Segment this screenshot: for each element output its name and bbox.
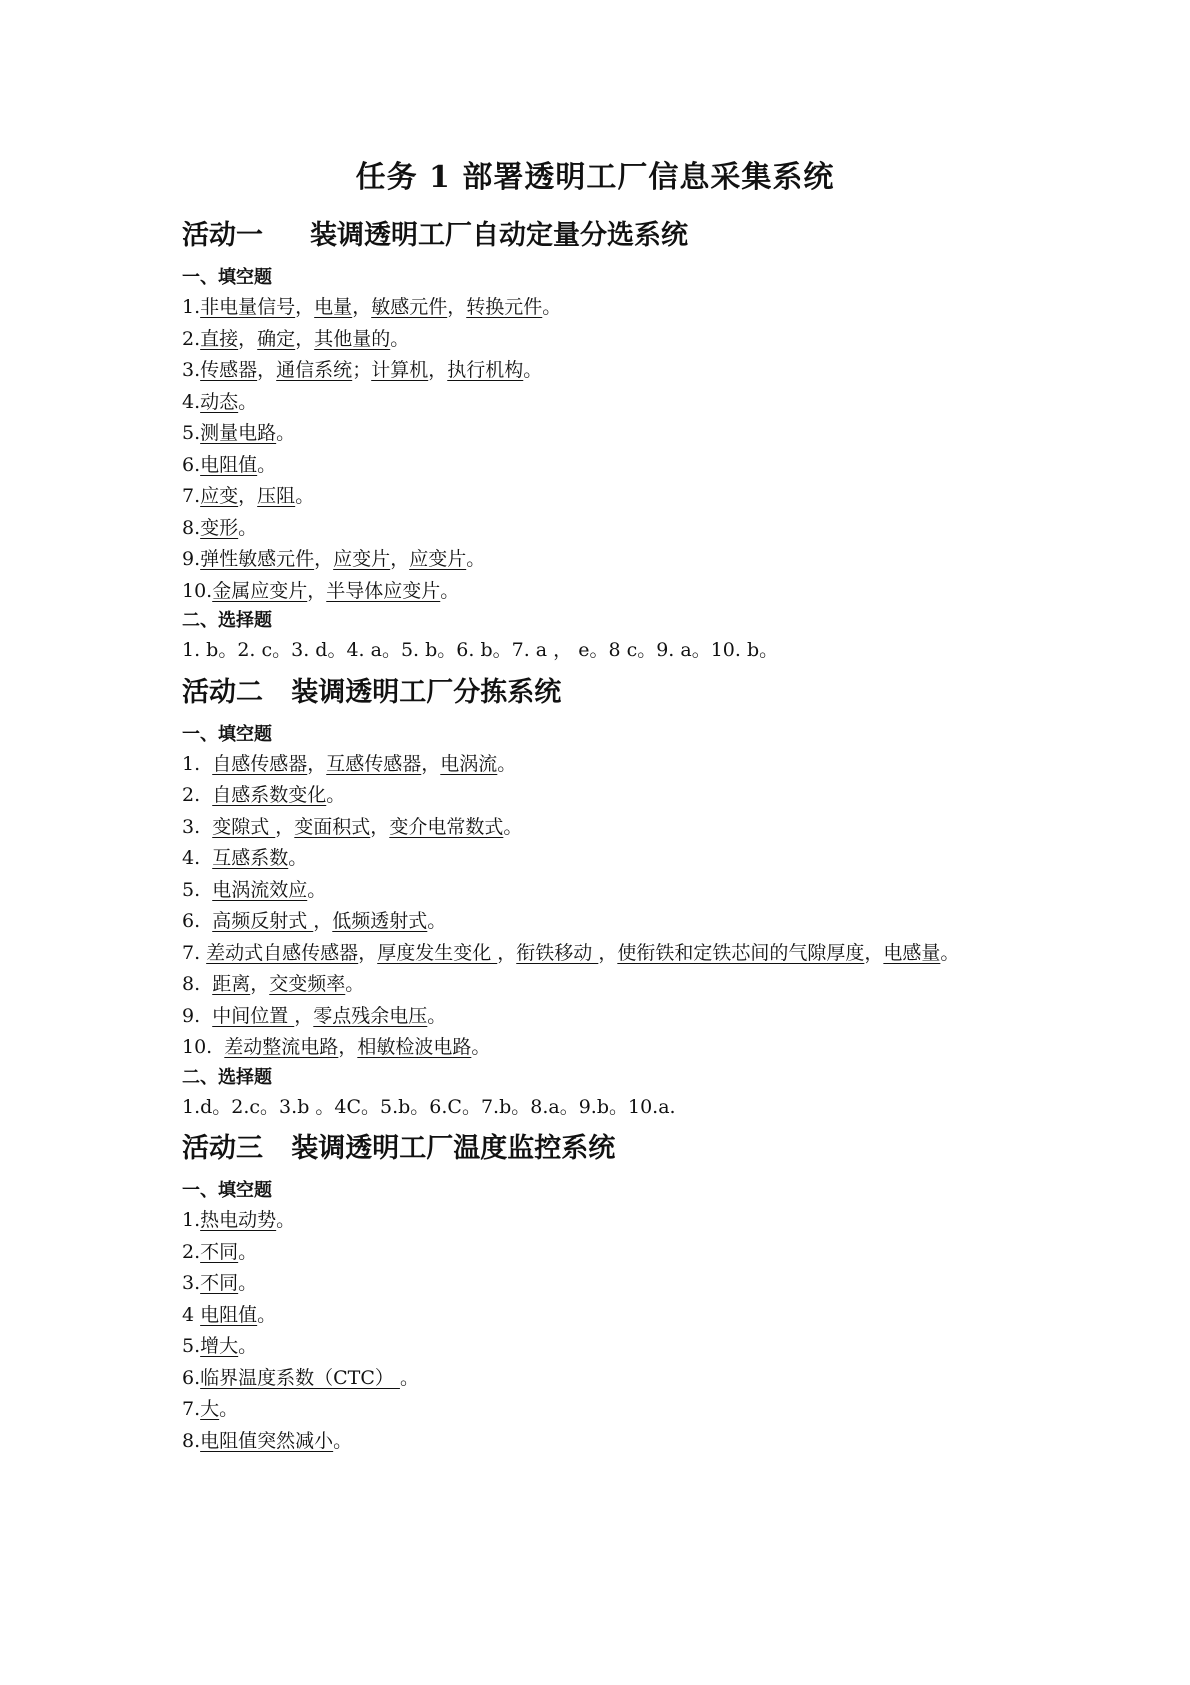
- answer-punct: 3.: [182, 359, 201, 381]
- answer-punct: ，: [447, 296, 467, 318]
- answer-text: 通信系统: [276, 359, 353, 381]
- answer-punct: 。: [307, 878, 327, 901]
- activity-heading: 活动二 装调透明工厂分拣系统: [182, 676, 562, 708]
- answer-punct: 。: [257, 1303, 277, 1326]
- answer-line: [182, 812, 1022, 844]
- answer-text: 自感系数变化: [212, 784, 327, 806]
- answer-punct: 。: [238, 1335, 258, 1357]
- answer-punct: 。: [238, 1240, 258, 1263]
- answer-punct: 。: [345, 973, 365, 995]
- answer-punct: 4.: [182, 847, 213, 869]
- answer-text: 确定: [257, 327, 296, 350]
- answer-text: 厚度发生变化: [377, 941, 498, 964]
- answer-line: [182, 1205, 1022, 1237]
- answer-text: 衔铁移动: [516, 941, 599, 964]
- answer-text: 电涡流效应: [212, 878, 308, 901]
- answer-text: 测量电路: [200, 422, 277, 444]
- answer-text: 电阻值: [200, 453, 258, 476]
- answer-text: 差动整流电路: [224, 1036, 339, 1058]
- answer-text: 相敏检波电路: [357, 1036, 472, 1058]
- answer-punct: ，: [428, 359, 448, 381]
- answer-line: [182, 1363, 1022, 1395]
- answer-text: 计算机: [371, 359, 429, 381]
- answer-text: 非电量信号: [200, 296, 296, 318]
- answer-punct: 。: [466, 548, 486, 570]
- answer-text: 执行机构: [447, 359, 524, 381]
- choice-answers: 1. b。2. c。3. d。4. a。5. b。6. b。7. a ， e。8 c。9. a。10. b。: [182, 639, 779, 661]
- answer-punct: ，: [307, 579, 327, 602]
- answer-punct: 9.: [182, 1004, 213, 1027]
- answer-line: [182, 1237, 1022, 1269]
- answer-punct: ，: [421, 752, 441, 775]
- answer-punct: 。: [295, 485, 315, 507]
- answer-text: 零点残余电压: [313, 1004, 428, 1027]
- answer-punct: ，: [250, 973, 270, 995]
- answer-line: [182, 1268, 1022, 1300]
- answer-line: [182, 875, 1022, 907]
- answer-punct: 6.: [182, 910, 213, 932]
- answer-punct: 5.: [182, 878, 213, 901]
- answer-punct: ，: [314, 548, 334, 570]
- answer-text: 电涡流: [440, 752, 498, 775]
- answer-line: [182, 513, 1022, 545]
- answer-text: 不同: [200, 1272, 239, 1294]
- answer-punct: 。: [440, 579, 460, 602]
- answer-punct: ，: [358, 941, 378, 964]
- answer-punct: 。: [523, 359, 543, 381]
- answer-text: 增大: [200, 1335, 239, 1357]
- answer-punct: 。: [333, 1429, 353, 1452]
- answer-punct: ，: [307, 752, 327, 775]
- answer-text: 其他量的: [314, 327, 391, 350]
- answer-punct: ，: [352, 296, 372, 318]
- answer-text: 敏感元件: [371, 296, 448, 318]
- answer-text: 互感系数: [212, 847, 289, 869]
- answer-text: 应变片: [333, 548, 391, 570]
- answer-punct: 3.: [182, 815, 213, 838]
- answer-line: [182, 450, 1022, 482]
- answer-punct: 1.: [182, 752, 213, 775]
- answer-punct: 。: [238, 390, 258, 413]
- answer-text: 临界温度系数（CTC）: [200, 1366, 400, 1389]
- answer-line: [182, 906, 1022, 938]
- answer-punct: 10.: [182, 1036, 225, 1058]
- answer-line: [182, 387, 1022, 419]
- answer-text: 低频透射式: [332, 910, 428, 932]
- answer-punct: ，: [294, 1004, 314, 1027]
- answer-punct: 4: [182, 1303, 201, 1326]
- answer-punct: 。: [276, 422, 296, 444]
- answer-text: 电感量: [883, 941, 941, 964]
- answer-punct: ，: [295, 327, 315, 350]
- answer-text: 电阻值突然减小: [200, 1429, 334, 1452]
- answer-punct: 。: [238, 1272, 258, 1294]
- answer-text: 自感传感器: [212, 752, 308, 775]
- answer-punct: ，: [295, 296, 315, 318]
- answer-line: [182, 1032, 1022, 1064]
- answer-line: [182, 481, 1022, 513]
- answer-text: 中间位置: [212, 1004, 295, 1027]
- answer-line: [182, 1001, 1022, 1033]
- answer-punct: 3.: [182, 1272, 201, 1294]
- answer-text: 交变频率: [269, 973, 346, 995]
- answer-punct: 。: [219, 1398, 239, 1420]
- answer-punct: 。: [542, 296, 562, 318]
- answer-line: [182, 576, 1022, 608]
- section-heading-fill-blank: 一、填空题: [182, 1180, 272, 1201]
- answer-punct: ，: [370, 815, 390, 838]
- answer-punct: 7.: [182, 485, 201, 507]
- answer-text: 转换元件: [466, 296, 543, 318]
- answer-text: 变面积式: [294, 815, 371, 838]
- answer-punct: ，: [313, 910, 333, 932]
- answer-text: 使衔铁和定铁芯间的气隙厚度: [617, 941, 865, 964]
- answer-punct: 。: [497, 752, 517, 775]
- answer-punct: ，: [598, 941, 618, 964]
- answer-punct: 10.: [182, 579, 213, 602]
- answer-punct: ，: [390, 548, 410, 570]
- answer-punct: ，: [864, 941, 884, 964]
- answer-text: 应变片: [409, 548, 467, 570]
- answer-punct: 2.: [182, 1240, 201, 1263]
- answer-punct: 2.: [182, 327, 201, 350]
- answer-punct: 。: [471, 1036, 491, 1058]
- answer-punct: ，: [238, 485, 258, 507]
- answer-punct: 。: [427, 1004, 447, 1027]
- answer-line: [182, 292, 1022, 324]
- answer-line: [182, 780, 1022, 812]
- page-title: 任务 1 部署透明工厂信息采集系统: [355, 160, 835, 195]
- answer-text: 变形: [200, 516, 239, 539]
- answer-punct: 8.: [182, 973, 213, 995]
- answer-line: [182, 749, 1022, 781]
- answer-line: [182, 1394, 1022, 1426]
- answer-text: 压阻: [257, 485, 296, 507]
- section-heading-choice: 二、选择题: [182, 1066, 272, 1088]
- activity-heading: 活动三 装调透明工厂温度监控系统: [182, 1133, 616, 1164]
- answer-text: 热电动势: [200, 1209, 277, 1231]
- answer-punct: ，: [275, 815, 295, 838]
- answer-text: 距离: [212, 973, 251, 995]
- answer-punct: 9.: [182, 548, 201, 570]
- answer-punct: 。: [257, 453, 277, 476]
- answer-punct: 。: [427, 910, 447, 932]
- answer-punct: 。: [288, 847, 308, 869]
- answer-punct: 。: [399, 1366, 419, 1389]
- answer-punct: 。: [238, 516, 258, 539]
- activity-heading: 活动一 装调透明工厂自动定量分选系统: [182, 220, 688, 251]
- answer-text: 电阻值: [200, 1303, 258, 1326]
- answer-punct: 5.: [182, 1335, 201, 1357]
- answer-punct: 2.: [182, 784, 213, 806]
- answer-text: 直接: [200, 327, 239, 350]
- answer-text: 互感传感器: [326, 752, 422, 775]
- answer-punct: ；: [352, 359, 372, 381]
- answer-line: [182, 544, 1022, 576]
- answer-line: [182, 418, 1022, 450]
- answer-text: 电量: [314, 296, 353, 318]
- answer-punct: 1.: [182, 296, 201, 318]
- answer-text: 弹性敏感元件: [200, 548, 315, 570]
- answer-text: 半导体应变片: [326, 579, 441, 602]
- answer-text: 不同: [200, 1240, 239, 1263]
- answer-text: 变隙式: [212, 815, 276, 838]
- answer-punct: 。: [276, 1209, 296, 1231]
- document-body: [182, 218, 1022, 1457]
- answer-punct: 8.: [182, 516, 201, 539]
- answer-punct: ，: [257, 359, 277, 381]
- answer-punct: 1.: [182, 1209, 201, 1231]
- section-heading-fill-blank: 一、填空题: [182, 267, 272, 288]
- answer-line: [182, 938, 1022, 970]
- answer-line: [182, 969, 1022, 1001]
- answer-punct: 。: [503, 815, 523, 838]
- answer-punct: 7.: [182, 941, 207, 964]
- section-heading-choice: 二、选择题: [182, 610, 272, 631]
- answer-text: 金属应变片: [212, 579, 308, 602]
- answer-line: [182, 324, 1022, 356]
- answer-punct: ，: [238, 327, 258, 350]
- answer-line: [182, 1300, 1022, 1332]
- answer-punct: 6.: [182, 1366, 201, 1389]
- choice-answers: 1.d。2.c。3.b 。4C。5.b。6.C。7.b。8.a。9.b。10.a.: [182, 1095, 676, 1118]
- answer-punct: 4.: [182, 390, 201, 413]
- answer-text: 高频反射式: [212, 910, 314, 932]
- answer-punct: 7.: [182, 1398, 201, 1420]
- answer-text: 动态: [200, 390, 239, 413]
- answer-line: [182, 1426, 1022, 1458]
- answer-punct: 。: [390, 327, 410, 350]
- answer-punct: 。: [940, 941, 960, 964]
- answer-line: [182, 355, 1022, 387]
- answer-text: 差动式自感传感器: [206, 941, 359, 964]
- answer-punct: ，: [497, 941, 517, 964]
- answer-text: 大: [200, 1398, 220, 1420]
- answer-text: 传感器: [200, 359, 258, 381]
- answer-line: [182, 843, 1022, 875]
- answer-text: 应变: [200, 485, 239, 507]
- answer-punct: 5.: [182, 422, 201, 444]
- answer-punct: 6.: [182, 453, 201, 476]
- answer-text: 变介电常数式: [389, 815, 504, 838]
- answer-punct: 8.: [182, 1429, 201, 1452]
- section-heading-fill-blank: 一、填空题: [182, 723, 272, 745]
- answer-punct: ，: [338, 1036, 358, 1058]
- answer-punct: 。: [326, 784, 346, 806]
- answer-line: [182, 1331, 1022, 1363]
